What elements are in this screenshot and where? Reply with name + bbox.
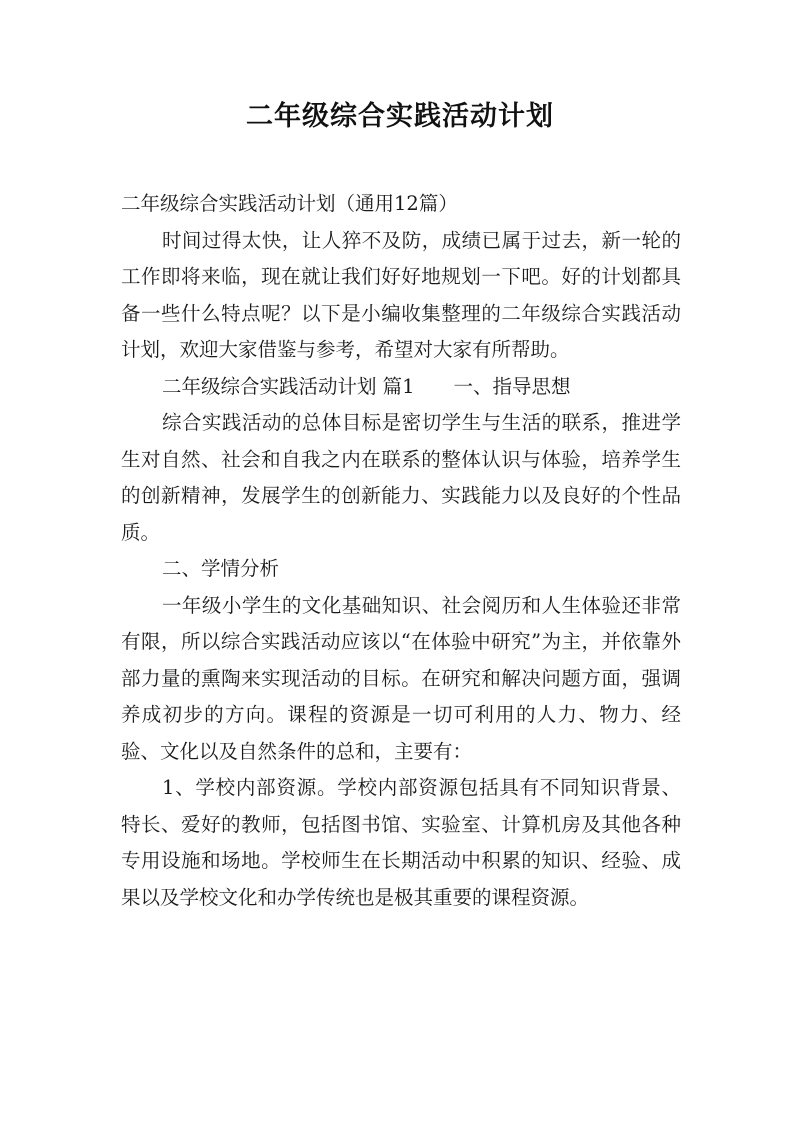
document-title: 二年级综合实践活动计划 (246, 101, 554, 132)
paragraph-heading-analysis: 二、学情分析 (161, 557, 279, 580)
paragraph-guiding-thought: 综合实践活动的总体目标是密切学生与生活的联系，推进学生对自然、社会和自我之内在联系的整体认识与体验，培养学生的创新精神，发展学生的创新能力、实践能力以及良好的个性品质。 (121, 411, 681, 544)
paragraph-section-heading: 二年级综合实践活动计划 篇1 一、指导思想 (161, 374, 571, 398)
paragraph-analysis: 一年级小学生的文化基础知识、社会阅历和人生体验还非常有限，所以综合实践活动应该以“在体验中研究”为主，并依靠外部力量的熏陶来实现活动的目标。在研究和解决问题方面，强调养成初步的方向。课程的资源是一切可利用的人力、物力、经验、文化以及自然条件的总和，主要有： (121, 593, 681, 763)
document-body (121, 186, 681, 916)
paragraph-school-resources: 1、学校内部资源。学校内部资源包括具有不同知识背景、特长、爱好的教师，包括图书馆、实验室、计算机房及其他各种专用设施和场地。学校师生在长期活动中积累的知识、经验、成果以及学校文化和办学传统也是极其重要的课程资源。 (121, 776, 681, 909)
paragraph-intro: 时间过得太快，让人猝不及防，成绩已属于过去，新一轮的工作即将来临，现在就让我们好好地规划一下吧。好的计划都具备一些什么特点呢？以下是小编收集整理的二年级综合实践活动计划，欢迎大家借鉴与参考，希望对大家有所帮助。 (121, 228, 681, 361)
paragraph-subtitle: 二年级综合实践活动计划（通用12篇） (121, 192, 458, 215)
